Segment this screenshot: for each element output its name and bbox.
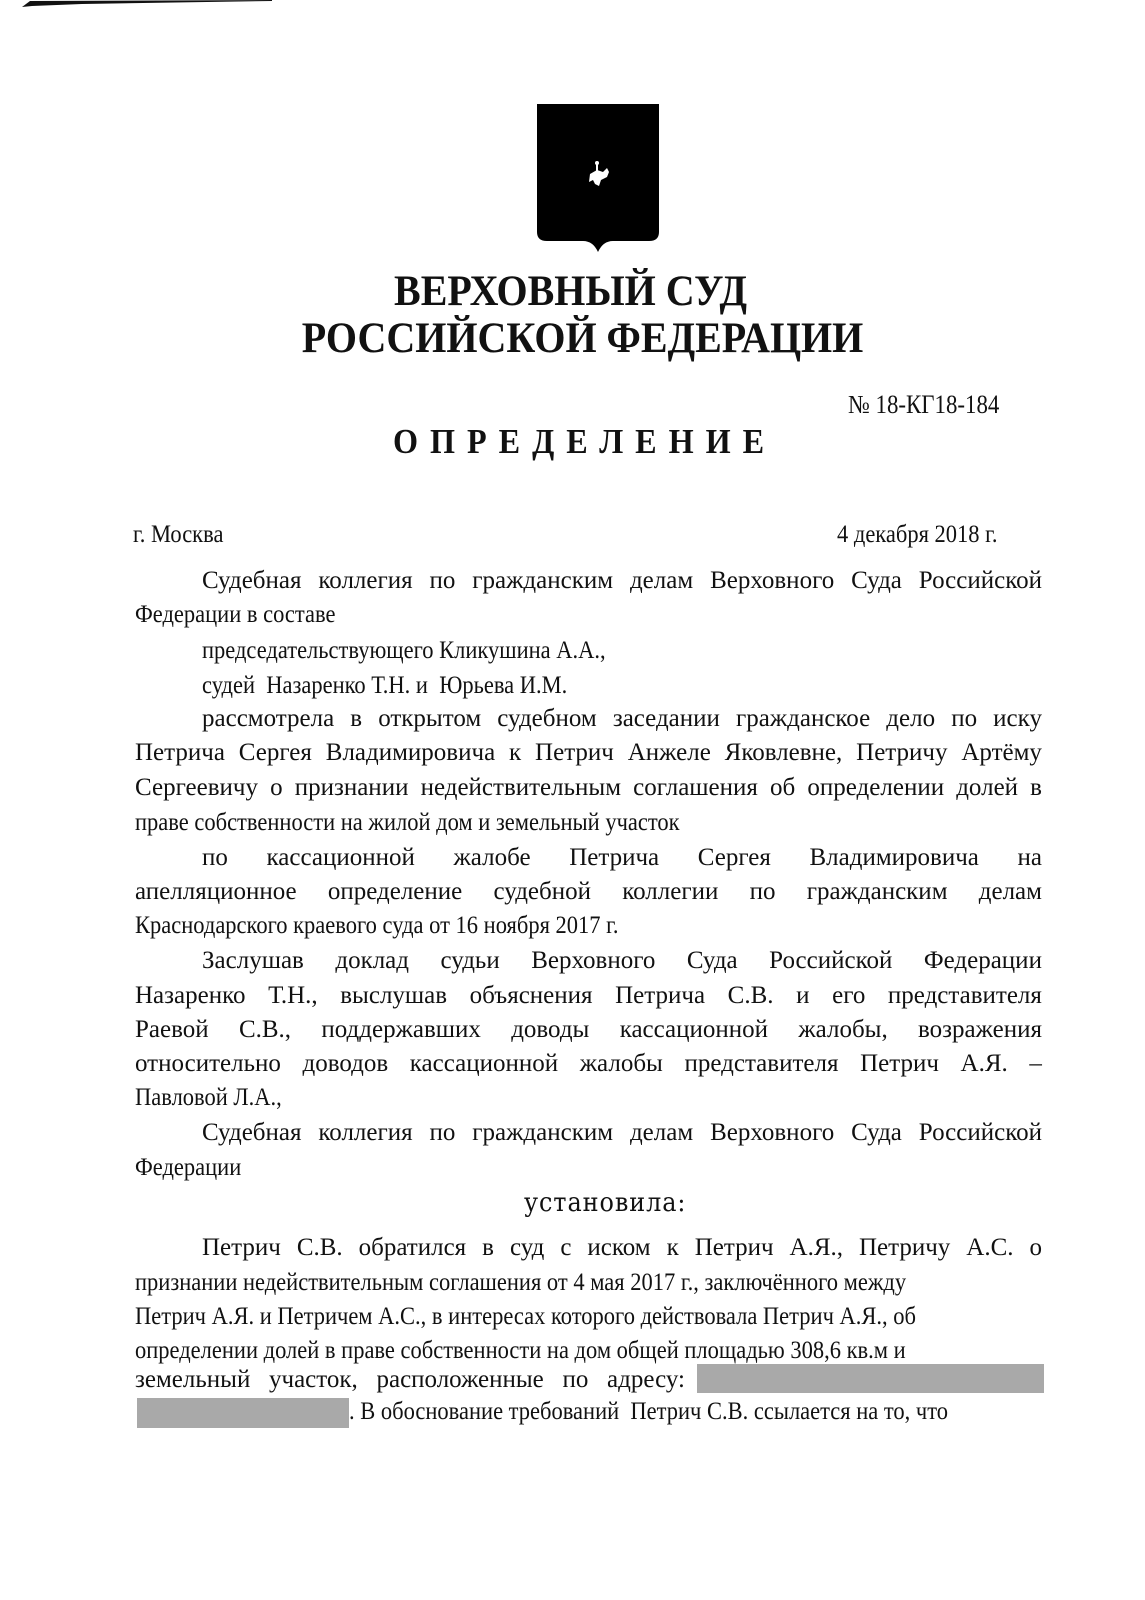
word: гражданским	[472, 567, 614, 594]
word: доводов	[302, 1050, 389, 1077]
word: иском	[587, 1234, 651, 1261]
word: Анжеле	[627, 739, 711, 766]
word: судебном	[497, 705, 597, 732]
word: А.С.	[966, 1234, 1014, 1261]
word: Верховного	[531, 947, 656, 974]
word: заседании	[612, 705, 720, 732]
word: по	[562, 1366, 589, 1393]
paragraph-4-line-2	[135, 981, 1042, 1011]
paragraph-6-line-6: . В обоснование требований Петрич С.В. ссылается на то, что	[349, 1398, 949, 1425]
word: Судебная	[202, 567, 302, 594]
paragraph-4-line-4	[135, 1049, 1042, 1079]
word: о	[270, 774, 283, 801]
word: Раевой	[135, 1016, 209, 1043]
word: делам	[629, 567, 694, 594]
court-name-line-1: ВЕРХОВНЫЙ СУД	[394, 268, 747, 315]
word: поддержавших	[321, 1016, 481, 1043]
word: недействительным	[420, 774, 622, 801]
word: об	[770, 774, 796, 801]
scan-artifact-line	[22, 0, 272, 8]
word: Верховного	[710, 1119, 835, 1146]
word: Артёму	[961, 739, 1042, 766]
word: признании	[294, 774, 409, 801]
word: Судебная	[202, 1119, 302, 1146]
word: жалобы,	[798, 1016, 888, 1043]
paragraph-2-line-4: праве собственности на жилой дом и земельный участок	[135, 809, 680, 836]
word: возражения	[918, 1016, 1042, 1043]
word: Петрича	[569, 844, 660, 871]
word: судьи	[440, 947, 500, 974]
paragraph-3-line-1	[202, 843, 1042, 873]
word: Петрича	[615, 982, 706, 1009]
word: определение	[327, 878, 463, 905]
word: гражданское	[736, 705, 871, 732]
word: жалобы	[579, 1050, 663, 1077]
word: Назаренко	[135, 982, 246, 1009]
word: Российской	[918, 567, 1042, 594]
paragraph-3-line-2	[135, 877, 1042, 907]
city: г. Москва	[133, 521, 224, 548]
word: адресу:	[607, 1366, 685, 1393]
word: коллегии	[622, 878, 719, 905]
word: Суда	[851, 567, 902, 594]
word: –	[1029, 1050, 1042, 1077]
paragraph-1-line-2: Федерации в составе	[135, 601, 336, 628]
word: Сергея	[697, 844, 771, 871]
word: иску	[993, 705, 1042, 732]
paragraph-6-line-5	[135, 1365, 685, 1395]
word: Владимировича	[325, 739, 496, 766]
word: гражданским	[806, 878, 948, 905]
paragraph-4-line-1	[202, 946, 1042, 976]
word: определении	[807, 774, 945, 801]
word: Петрич	[694, 1234, 774, 1261]
word: земельный	[135, 1366, 251, 1393]
word: Сергеевичу	[135, 774, 258, 801]
word: С.В.	[296, 1234, 343, 1261]
coat-of-arms-emblem-icon	[535, 100, 661, 256]
word: к	[509, 739, 522, 766]
word: Верховного	[710, 567, 835, 594]
word: Петрича	[135, 739, 225, 766]
word: его	[832, 982, 866, 1009]
word: делам	[629, 1119, 694, 1146]
word: к	[666, 1234, 679, 1261]
word: Федерации	[923, 947, 1042, 974]
word: Суда	[851, 1119, 902, 1146]
word: открытом	[378, 705, 482, 732]
word: Петричу	[856, 739, 948, 766]
word: о	[1029, 1234, 1042, 1261]
word: расположенные	[376, 1366, 544, 1393]
word: Яковлевне,	[724, 739, 843, 766]
word: по	[429, 567, 456, 594]
word: Российской	[918, 1119, 1042, 1146]
paragraph-5-line-1	[202, 1118, 1042, 1148]
word: долей	[956, 774, 1019, 801]
word: апелляционное	[135, 878, 297, 905]
paragraph-2-line-3	[135, 773, 1042, 803]
word: в	[350, 705, 363, 732]
word: Владимировича	[809, 844, 979, 871]
word: суд	[509, 1234, 545, 1261]
word: дело	[886, 705, 936, 732]
word: А.Я.,	[789, 1234, 843, 1261]
word: делам	[978, 878, 1042, 905]
word: и	[796, 982, 810, 1009]
word: Петричу	[858, 1234, 951, 1261]
word: по	[749, 878, 776, 905]
paragraph-4-line-5: Павловой Л.А.,	[135, 1084, 282, 1111]
word: Заслушав	[202, 947, 304, 974]
word: объяснения	[469, 982, 593, 1009]
paragraph-6-line-4: определении долей в праве собственности на дом общей площадью 308,6 кв.м и	[135, 1337, 906, 1364]
word: Петрич	[535, 739, 614, 766]
word: Петрич	[860, 1050, 939, 1077]
paragraph-2-line-1	[202, 704, 1042, 734]
document-type-title: ОПРЕДЕЛЕНИЕ	[393, 422, 777, 461]
word: Суда	[686, 947, 738, 974]
decision-date: 4 декабря 2018 г.	[837, 521, 998, 548]
word: участок,	[269, 1366, 358, 1393]
word: представителя	[684, 1050, 839, 1077]
word: жалобе	[453, 844, 531, 871]
redacted-address-part-2	[137, 1398, 349, 1428]
word: Т.Н.,	[268, 982, 318, 1009]
paragraph-6-line-1	[202, 1233, 1042, 1263]
word: доводы	[511, 1016, 590, 1043]
word: с	[560, 1234, 572, 1261]
word: кассационной	[619, 1016, 769, 1043]
paragraph-6-line-3: Петрич А.Я. и Петричем А.С., в интересах которого действовала Петрич А.Я., об	[135, 1303, 916, 1330]
word: С.В.	[727, 982, 774, 1009]
word: С.В.,	[238, 1016, 292, 1043]
word: коллегия	[318, 1119, 413, 1146]
word: доклад	[335, 947, 410, 974]
word: соглашения	[633, 774, 758, 801]
paragraph-6-line-2: признании недействительным соглашения от 4 мая 2017 г., заключённого между	[135, 1269, 907, 1296]
word: Петрич	[202, 1234, 281, 1261]
paragraph-5-line-2: Федерации	[135, 1154, 242, 1181]
case-number: № 18-КГ18-184	[848, 390, 1000, 419]
word: рассмотрела	[202, 705, 335, 732]
word: Сергея	[238, 739, 312, 766]
word: в	[1030, 774, 1042, 801]
word: А.Я.	[960, 1050, 1008, 1077]
word: представителя	[887, 982, 1042, 1009]
word: относительно	[135, 1050, 281, 1077]
word: гражданским	[472, 1119, 614, 1146]
word: кассационной	[409, 1050, 559, 1077]
word: по	[202, 844, 228, 871]
paragraph-3-line-3: Краснодарского краевого суда от 16 ноября 2017 г.	[135, 912, 619, 939]
paragraph-1-line-1	[202, 566, 1042, 596]
word: на	[1017, 844, 1042, 871]
presiding-judge: председательствующего Кликушина А.А.,	[202, 637, 606, 664]
judges: судей Назаренко Т.Н. и Юрьева И.М.	[202, 672, 568, 699]
word: коллегия	[318, 567, 413, 594]
word: кассационной	[266, 844, 415, 871]
section-heading-established: установила:	[524, 1188, 687, 1218]
word: по	[951, 705, 978, 732]
paragraph-2-line-2	[135, 738, 1042, 768]
court-name-line-2: РОССИЙСКОЙ ФЕДЕРАЦИИ	[301, 315, 864, 362]
redacted-address-part-1	[697, 1364, 1044, 1393]
paragraph-4-line-3	[135, 1015, 1042, 1045]
word: в	[482, 1234, 494, 1261]
word: обратился	[358, 1234, 467, 1261]
word: по	[429, 1119, 456, 1146]
word: судебной	[493, 878, 591, 905]
word: Российской	[769, 947, 893, 974]
word: выслушав	[340, 982, 448, 1009]
